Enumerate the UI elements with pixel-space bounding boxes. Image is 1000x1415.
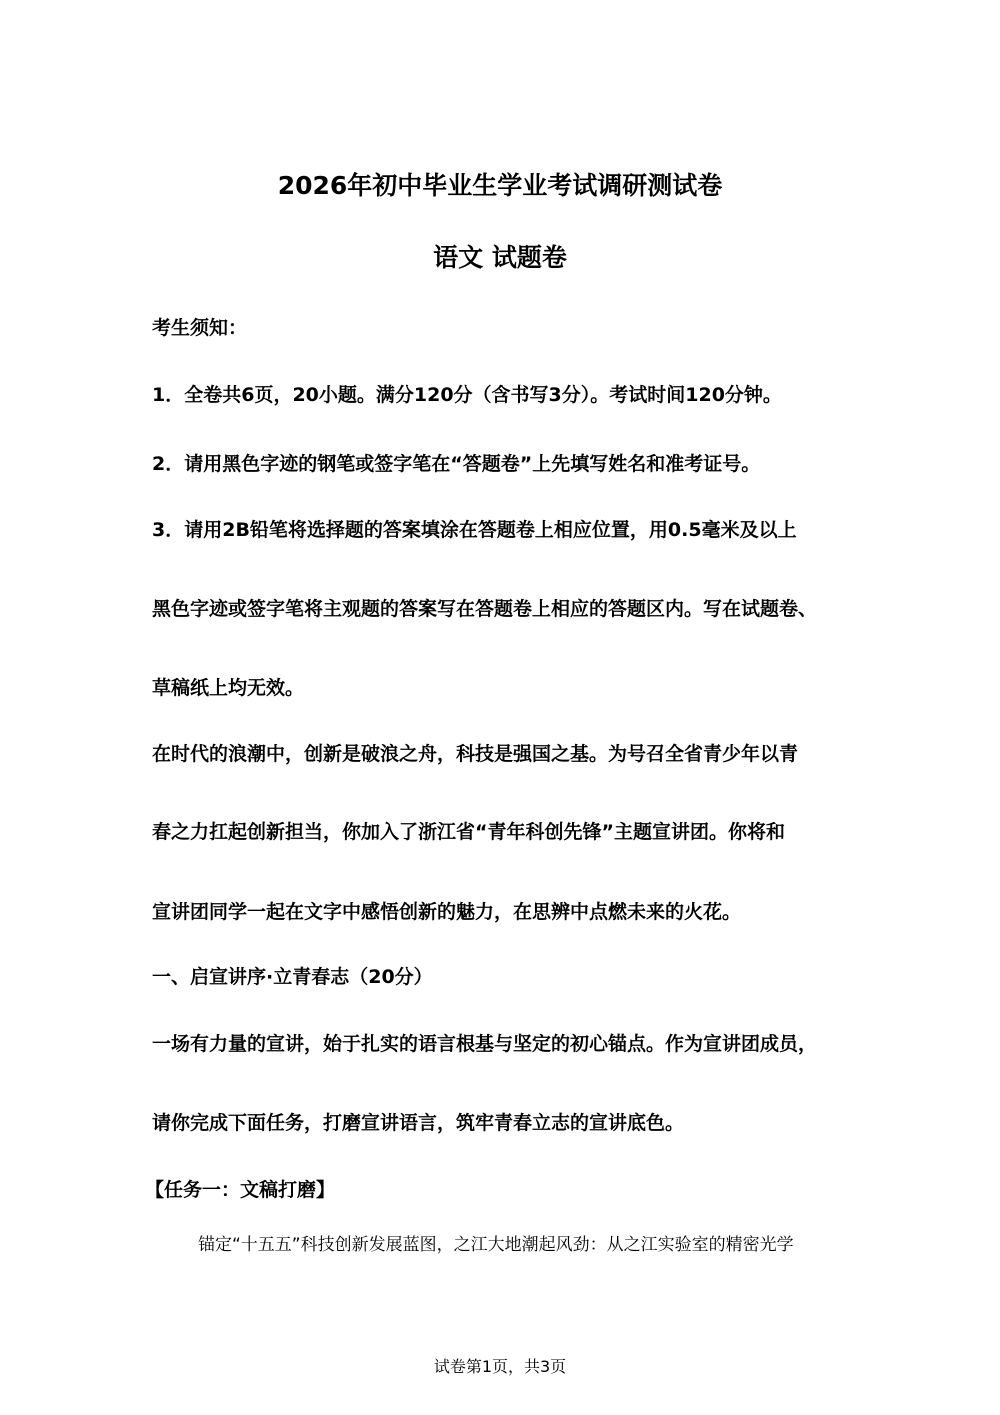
section-heading: 一、启宣讲序·立青春志（20分） xyxy=(152,966,433,988)
notice-item: 2．请用黑色字迹的钢笔或签字笔在“答题卷”上先填写姓名和准考证号。 xyxy=(152,453,761,475)
task-heading: 【任务一：文稿打磨】 xyxy=(145,1179,336,1201)
notice-item: 3．请用2B铅笔将选择题的答案填涂在答题卷上相应位置，用0.5毫米及以上 xyxy=(152,519,797,541)
intro-paragraph-line: 春之力扛起创新担当，你加入了浙江省“青年科创先锋”主题宣讲团。你将和 xyxy=(152,821,785,843)
page-footer: 试卷第1页，共3页 xyxy=(433,1357,567,1376)
task-text: 锚定“十五五”科技创新发展蓝图，之江大地潮起风劲：从之江实验室的精密光学 xyxy=(198,1235,794,1255)
notice-item-continued: 草稿纸上均无效。 xyxy=(152,677,305,699)
intro-paragraph-line: 宣讲团同学一起在文字中感悟创新的魅力，在思辨中点燃未来的火花。 xyxy=(152,901,742,923)
exam-title: 2026年初中毕业生学业考试调研测试卷 xyxy=(277,171,723,200)
notice-heading: 考生须知： xyxy=(152,317,248,339)
section-intro-line: 一场有力量的宣讲，始于扎实的语言根基与坚定的初心锚点。作为宣讲团成员， xyxy=(152,1033,818,1055)
intro-paragraph-line: 在时代的浪潮中，创新是破浪之舟，科技是强国之基。为号召全省青少年以青 xyxy=(152,743,799,765)
notice-item-continued: 黑色字迹或签字笔将主观题的答案写在答题卷上相应的答题区内。写在试题卷、 xyxy=(152,598,818,620)
section-intro-line: 请你完成下面任务，打磨宣讲语言，筑牢青春立志的宣讲底色。 xyxy=(152,1112,685,1134)
notice-item: 1．全卷共6页，20小题。满分120分（含书写3分）。考试时间120分钟。 xyxy=(152,384,782,406)
exam-subtitle: 语文 试题卷 xyxy=(433,243,567,272)
